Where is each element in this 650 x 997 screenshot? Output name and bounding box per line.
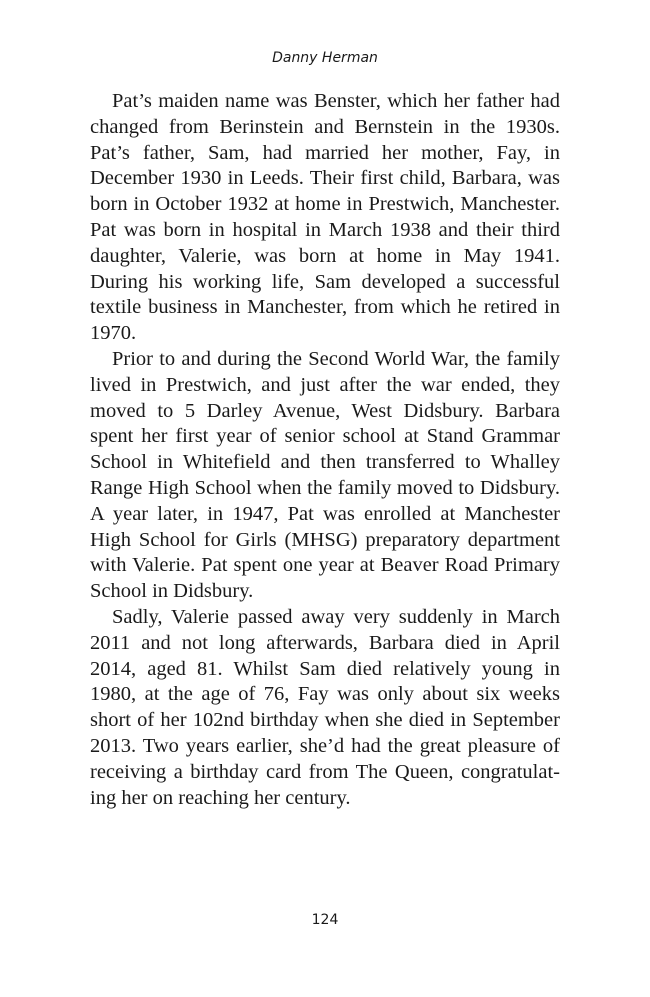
running-head: Danny Herman xyxy=(272,50,378,66)
paragraph-3: Sadly, Valerie passed away very suddenly in March 2011 and not long afterwards, Barbara died in April 2014, aged 81. Whilst Sam died relatively young in 1980, at the age of 76, Fay was only about six weeks short of her 102nd birthday when she died in September 2013. Two years earlier, she’d had the great pleasure of receiving a birthday card from The Queen, congratulating her on reaching her century. xyxy=(90,605,560,809)
page-number: 124 xyxy=(311,912,339,928)
paragraph-1: Pat’s maiden name was Benster, which her father had changed from Berinstein and Bernstein in the 1930s. Pat’s father, Sam, had married her mother, Fay, in December 1930 in Leeds. Their first child, Barbara, was born in October 1932 at home in Prestwich, Manchester. Pat was born in hospital in March 1938 and their third daughter, Valerie, was born at home in May 1941. During his working life, Sam developed a successful textile business in Manchester, from which he retired in 1970. xyxy=(90,90,560,345)
body-text xyxy=(90,89,560,811)
paragraph-2: Prior to and during the Second World War, the family lived in Prestwich, and just after the war ended, they moved to 5 Darley Avenue, West Didsbury. Barbara spent her first year of senior school at Stand Grammar School in Whitefield and then transferred to Whalley Range High School when the family moved to Didsbury. A year later, in 1947, Pat was enrolled at Manchester High School for Girls (MHSG) preparatory department with Valerie. Pat spent one year at Beaver Road Primary School in Didsbury. xyxy=(90,347,560,603)
